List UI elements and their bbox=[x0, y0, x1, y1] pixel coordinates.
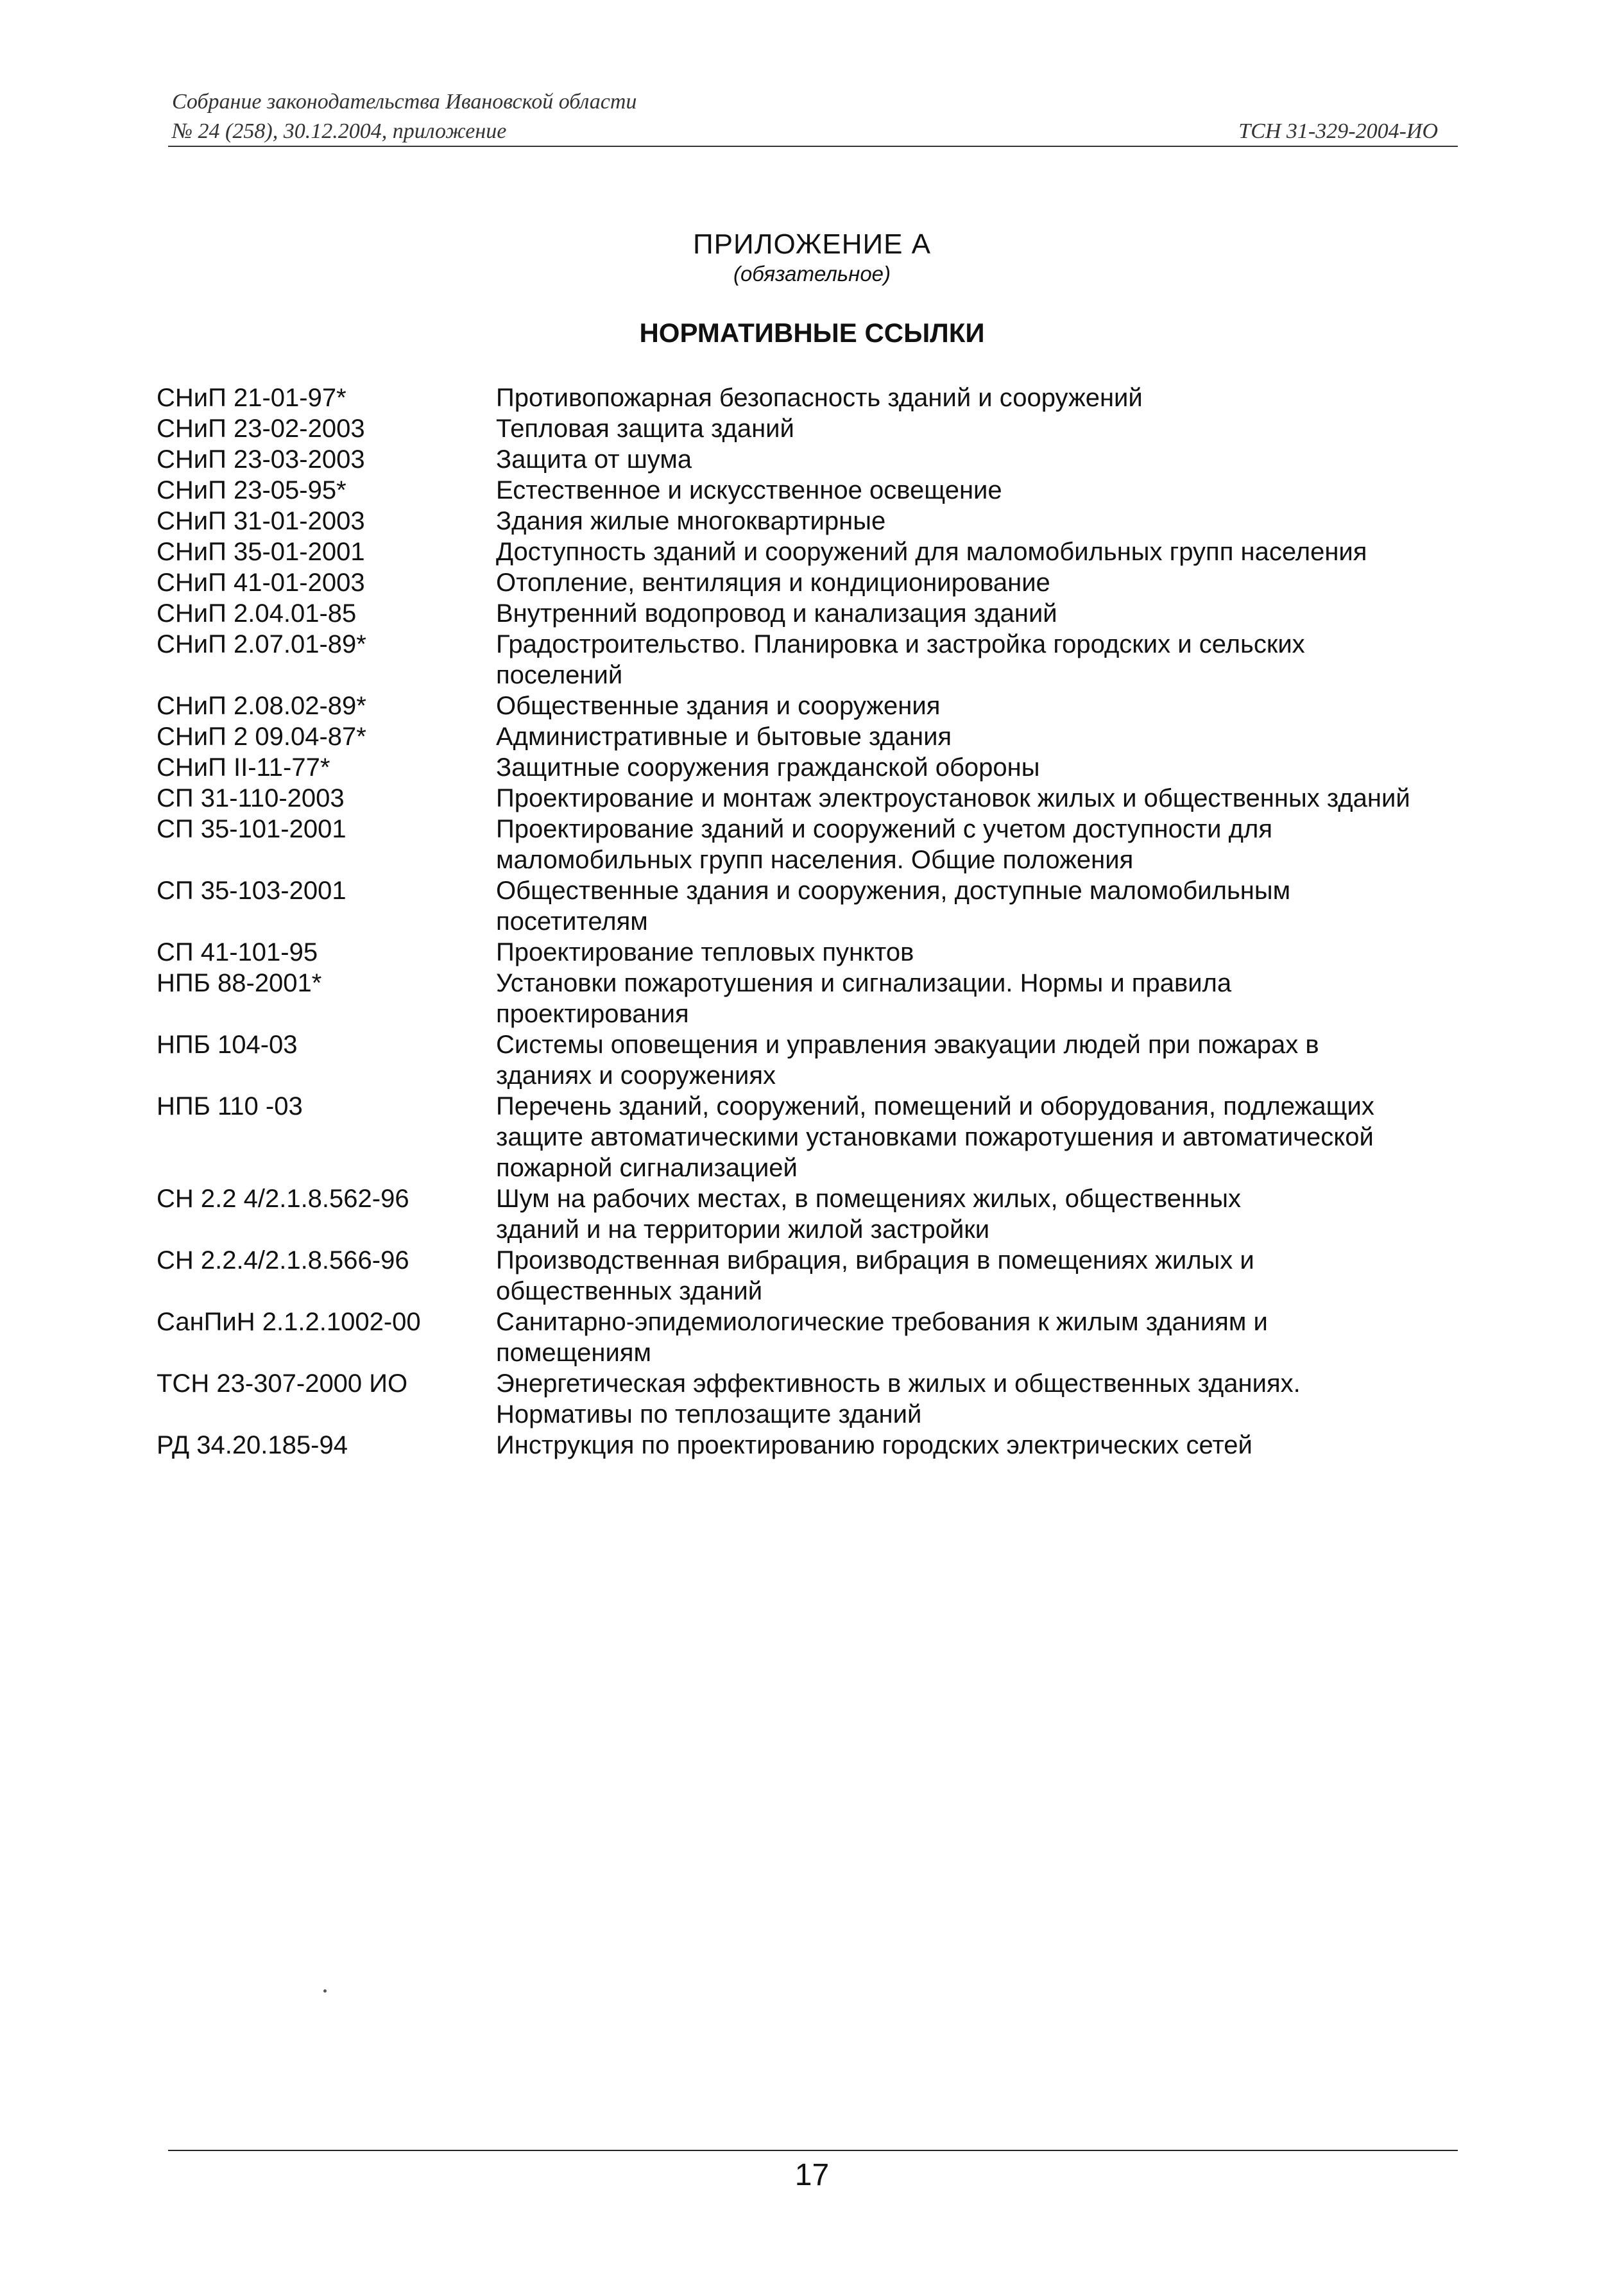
reference-title: Установки пожаротушения и сигнализации. Нормы и правила проектирования bbox=[496, 969, 1232, 1028]
reference-row bbox=[157, 536, 1472, 567]
reference-code: СП 31-110-2003 bbox=[157, 784, 345, 812]
reference-row bbox=[157, 1183, 1472, 1245]
reference-title: Санитарно-эпидемиологические требования к жилым зданиям и помещениям bbox=[496, 1308, 1268, 1367]
reference-code: СНиП 35-01-2001 bbox=[157, 538, 365, 566]
reference-row bbox=[157, 875, 1472, 937]
appendix-title: ПРИЛОЖЕНИЕ А bbox=[692, 228, 932, 260]
reference-title: Отопление, вентиляция и кондиционирование bbox=[496, 569, 1050, 597]
reference-code: СН 2.2 4/2.1.8.562-96 bbox=[157, 1185, 409, 1213]
reference-title: Общественные здания и сооружения bbox=[496, 692, 941, 720]
reference-title: Тепловая защита зданий bbox=[496, 415, 794, 443]
reference-code: СНиП 2.08.02-89* bbox=[157, 692, 366, 720]
reference-code: СНиП 23-02-2003 bbox=[157, 415, 365, 443]
page-header-source bbox=[172, 87, 637, 146]
header-source-line1: Собрание законодательства Ивановской области bbox=[172, 90, 637, 114]
reference-row bbox=[157, 567, 1472, 598]
reference-title: Административные и бытовые здания bbox=[496, 723, 952, 751]
reference-title: Здания жилые многоквартирные bbox=[496, 507, 886, 535]
reference-title: Инструкция по проектированию городских электрических сетей bbox=[496, 1431, 1252, 1459]
reference-code: СНиП 21-01-97* bbox=[157, 384, 346, 412]
reference-row bbox=[157, 1245, 1472, 1307]
appendix-subtitle: (обязательное) bbox=[733, 262, 891, 286]
header-divider bbox=[168, 146, 1458, 147]
reference-row bbox=[157, 1307, 1472, 1368]
reference-row bbox=[157, 413, 1472, 444]
reference-title: Перечень зданий, сооружений, помещений и оборудования, подлежащих защите автоматическими установками пожаротушения и автоматической пожарной сигнализацией bbox=[496, 1092, 1374, 1182]
reference-code: РД 34.20.185-94 bbox=[157, 1431, 348, 1459]
reference-row bbox=[157, 382, 1472, 413]
reference-row bbox=[157, 444, 1472, 475]
reference-title: Градостроительство. Планировка и застройка городских и сельских поселений bbox=[496, 630, 1305, 689]
reference-code: СП 35-101-2001 bbox=[157, 815, 346, 843]
reference-title: Проектирование и монтаж электроустановок жилых и общественных зданий bbox=[496, 784, 1410, 812]
reference-row bbox=[157, 968, 1472, 1029]
reference-row bbox=[157, 937, 1472, 968]
reference-row bbox=[157, 1091, 1472, 1183]
reference-code: СНиП 23-05-95* bbox=[157, 476, 346, 504]
stray-mark bbox=[323, 1989, 327, 1993]
reference-code: НПБ 104-03 bbox=[157, 1031, 298, 1059]
reference-code: СанПиН 2.1.2.1002-00 bbox=[157, 1308, 421, 1336]
reference-code: СП 35-103-2001 bbox=[157, 877, 346, 905]
section-title: НОРМАТИВНЫЕ ССЫЛКИ bbox=[639, 318, 985, 348]
header-source-line2: № 24 (258), 30.12.2004, приложение bbox=[172, 119, 507, 143]
reference-code: НПБ 110 -03 bbox=[157, 1092, 303, 1120]
reference-row bbox=[157, 721, 1472, 752]
reference-code: СНиП 23-03-2003 bbox=[157, 445, 365, 474]
reference-code: СНиП 2.04.01-85 bbox=[157, 599, 357, 628]
reference-title: Защитные сооружения гражданской обороны bbox=[496, 753, 1040, 782]
reference-row bbox=[157, 1430, 1472, 1461]
reference-title: Общественные здания и сооружения, доступные маломобильным посетителям bbox=[496, 877, 1291, 936]
reference-row bbox=[157, 506, 1472, 536]
reference-code: СП 41-101-95 bbox=[157, 938, 318, 966]
reference-title: Производственная вибрация, вибрация в помещениях жилых и общественных зданий bbox=[496, 1246, 1254, 1305]
reference-code: НПБ 88-2001* bbox=[157, 969, 322, 997]
reference-row bbox=[157, 783, 1472, 814]
reference-code: СНиП 41-01-2003 bbox=[157, 569, 365, 597]
reference-title: Системы оповещения и управления эвакуации людей при пожарах в зданиях и сооружениях bbox=[496, 1031, 1319, 1090]
reference-code: СНиП 2 09.04-87* bbox=[157, 723, 366, 751]
reference-title: Энергетическая эффективность в жилых и общественных зданиях. Нормативы по теплозащите зданий bbox=[496, 1369, 1301, 1428]
reference-row bbox=[157, 814, 1472, 875]
reference-code: ТСН 23-307-2000 ИО bbox=[157, 1369, 408, 1398]
page-number: 17 bbox=[794, 2158, 830, 2192]
reference-title: Естественное и искусственное освещение bbox=[496, 476, 1002, 504]
reference-title: Защита от шума bbox=[496, 445, 692, 474]
reference-title: Внутренний водопровод и канализация зданий bbox=[496, 599, 1057, 628]
reference-code: СНиП 2.07.01-89* bbox=[157, 630, 366, 658]
reference-title: Проектирование тепловых пунктов bbox=[496, 938, 914, 966]
footer-divider bbox=[168, 2150, 1458, 2151]
reference-title: Шум на рабочих местах, в помещениях жилых, общественных зданий и на территории жилой застройки bbox=[496, 1185, 1241, 1244]
reference-row bbox=[157, 1368, 1472, 1430]
reference-code: СНиП 31-01-2003 bbox=[157, 507, 365, 535]
reference-row bbox=[157, 475, 1472, 506]
reference-code: СНиП II-11-77* bbox=[157, 753, 330, 782]
reference-title: Доступность зданий и сооружений для маломобильных групп населения bbox=[496, 538, 1367, 566]
reference-row bbox=[157, 752, 1472, 783]
reference-row bbox=[157, 690, 1472, 721]
reference-title: Противопожарная безопасность зданий и сооружений bbox=[496, 384, 1143, 412]
references-list bbox=[157, 382, 1472, 1461]
reference-row bbox=[157, 598, 1472, 629]
header-doc-code: ТСН 31-329-2004-ИО bbox=[1238, 119, 1438, 143]
reference-title: Проектирование зданий и сооружений с учетом доступности для маломобильных групп населения. Общие положения bbox=[496, 815, 1272, 874]
reference-row bbox=[157, 1029, 1472, 1091]
reference-code: СН 2.2.4/2.1.8.566-96 bbox=[157, 1246, 409, 1274]
reference-row bbox=[157, 629, 1472, 690]
